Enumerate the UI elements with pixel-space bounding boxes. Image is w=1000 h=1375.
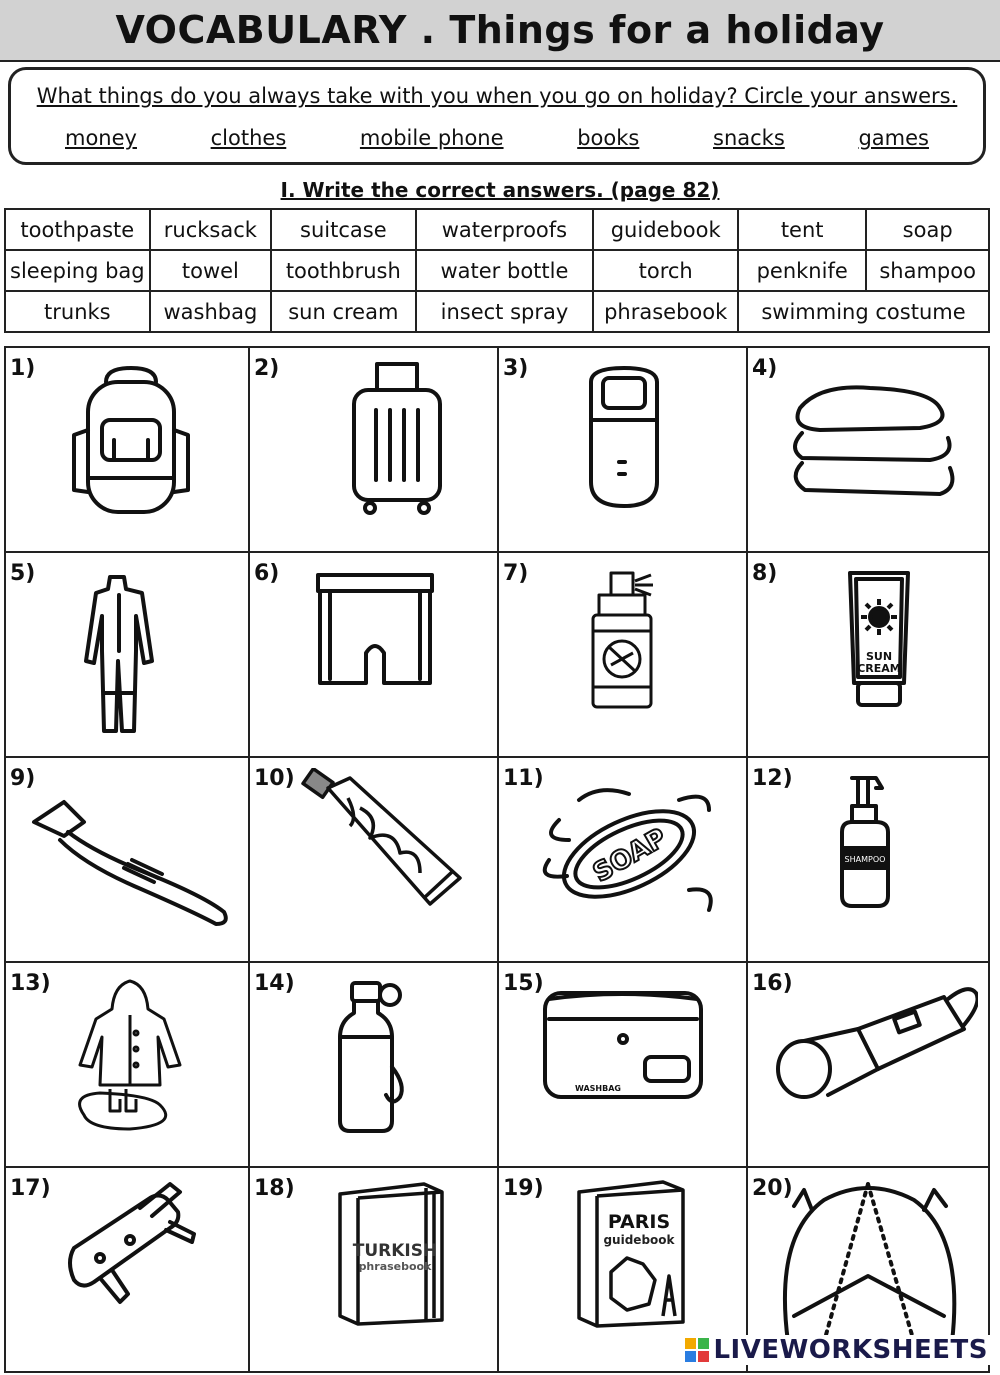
picture-cell [499,758,748,963]
svg-text:guidebook: guidebook [603,1233,675,1247]
word-phrasebook: phrasebook [593,291,738,332]
option-money[interactable]: money [65,126,137,150]
picture-cell [4,963,250,1168]
liveworksheets-logo [683,1335,990,1365]
word-penknife: penknife [738,250,866,291]
item-number: 15) [503,971,544,996]
item-number: 1) [10,356,36,381]
item-number: 5) [10,561,36,586]
svg-text:PARIS: PARIS [607,1211,671,1233]
svg-text:SHAMPOO: SHAMPOO [844,855,886,864]
picture-cell [250,1168,499,1373]
item-number: 6) [254,561,280,586]
logo-text: LIVEWORKSHEETS [713,1335,988,1365]
picture-cell [4,553,250,758]
word-towel: towel [150,250,271,291]
item-number: 17) [10,1176,51,1201]
item-number: 9) [10,766,36,791]
picture-cell [748,553,990,758]
logo-mark-icon [685,1338,709,1362]
word-suitcase: suitcase [271,209,415,250]
picture-cell [250,553,499,758]
svg-text:CREAM: CREAM [857,662,901,675]
item-number: 14) [254,971,295,996]
question-text: What things do you always take with you when you go on holiday? Circle your answers. [36,84,958,108]
word-tent: tent [738,209,866,250]
option-mobile-phone[interactable]: mobile phone [359,126,504,150]
word-bank-row [5,209,989,250]
item-number: 7) [503,561,529,586]
word-swimming-costume: swimming costume [738,291,989,332]
picture-cell [4,348,250,553]
item-number: 18) [254,1176,295,1201]
picture-cell [499,553,748,758]
word-toothbrush: toothbrush [271,250,415,291]
option-books[interactable]: books [577,126,640,150]
word-bank-row [5,291,989,332]
section-title: I. Write the correct answers. (page 82) [280,178,720,202]
option-snacks[interactable]: snacks [713,126,785,150]
picture-cell [4,758,250,963]
word-water-bottle: water bottle [416,250,594,291]
item-number: 12) [752,766,793,791]
option-clothes[interactable]: clothes [210,126,287,150]
word-torch: torch [593,250,738,291]
word-washbag: washbag [150,291,271,332]
picture-cell [4,1168,250,1373]
word-insect-spray: insect spray [416,291,594,332]
picture-cell [499,963,748,1168]
item-number: 8) [752,561,778,586]
item-number: 16) [752,971,793,996]
item-number: 19) [503,1176,544,1201]
picture-cell [499,348,748,553]
svg-text:WASHBAG: WASHBAG [575,1084,621,1093]
word-shampoo: shampoo [866,250,989,291]
svg-text:TURKISH: TURKISH [352,1241,438,1261]
item-number: 20) [752,1176,793,1201]
answer-options [31,126,963,150]
item-number: 13) [10,971,51,996]
picture-cell [250,348,499,553]
item-number: 11) [503,766,544,791]
item-number: 3) [503,356,529,381]
svg-text:phrasebook: phrasebook [358,1260,432,1273]
page-title: VOCABULARY . Things for a holiday [0,0,1000,62]
word-toothpaste: toothpaste [5,209,150,250]
word-soap: soap [866,209,989,250]
question-box [8,67,986,165]
word-rucksack: rucksack [150,209,271,250]
word-trunks: trunks [5,291,150,332]
item-number: 4) [752,356,778,381]
picture-cell [250,963,499,1168]
picture-cell [748,758,990,963]
word-sun-cream: sun cream [271,291,415,332]
svg-text:SUN: SUN [865,650,893,663]
item-number: 10) [254,766,295,791]
word-bank-row [5,250,989,291]
word-sleeping-bag: sleeping bag [5,250,150,291]
word-bank [4,208,990,333]
option-games[interactable]: games [858,126,929,150]
picture-grid [4,346,990,1375]
word-waterproofs: waterproofs [416,209,594,250]
item-number: 2) [254,356,280,381]
picture-cell [748,963,990,1168]
word-guidebook: guidebook [593,209,738,250]
svg-text:SOAP: SOAP [588,822,672,889]
picture-cell [250,758,499,963]
picture-cell [748,348,990,553]
